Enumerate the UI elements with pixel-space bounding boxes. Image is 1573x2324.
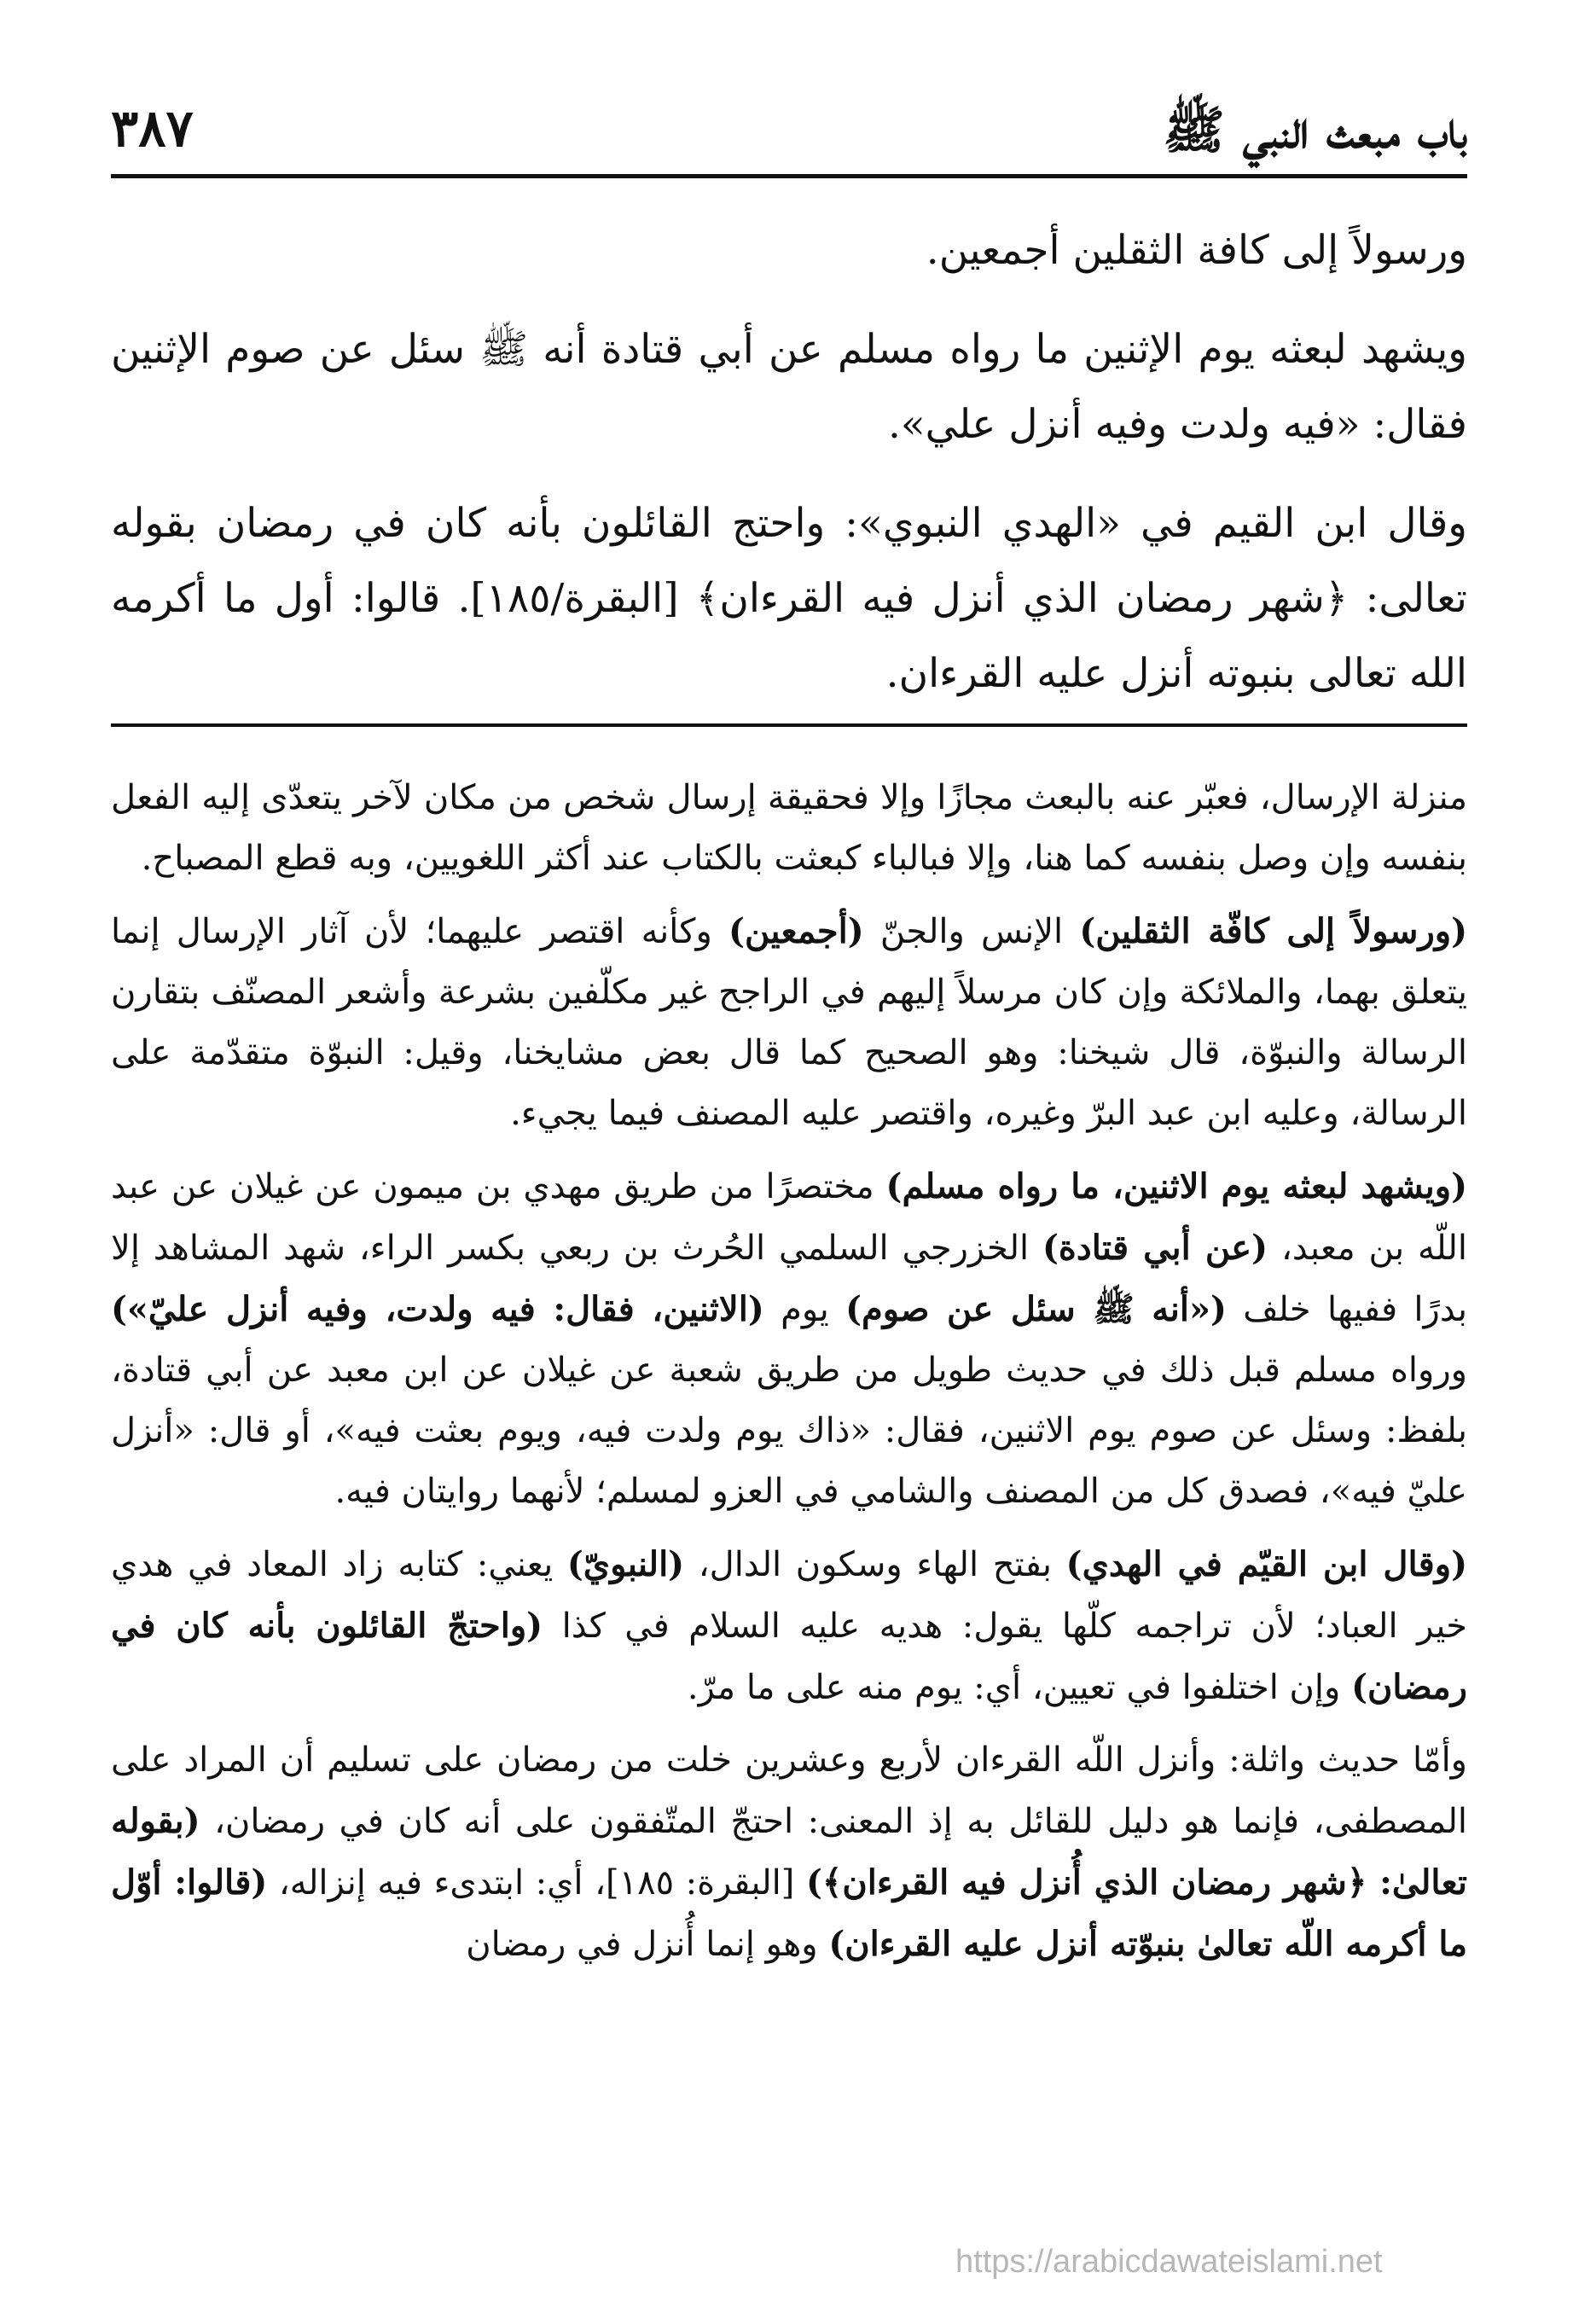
- commentary-text: وكأنه اقتصر عليهما؛ لأن آثار الإرسال إنما يتعلق بهما، والملائكة وإن كان مرسلاً إليهم في الراجح غير مكلّفين بشرعة وأشعر المصنّف بتقارن الرسالة والنبوّة، قال شيخنا: وهو الصحيح كما قال بعض مشايخنا، وقيل: النبوّة متقدّمة على الرسالة، وعليه ابن عبد البرّ وغيره، واقتصر عليه المصنف فيما يجيء.: [111, 912, 1467, 1133]
- quoted-matn: (ورسولاً إلى كافّة الثقلين): [1079, 911, 1468, 951]
- quoted-matn: (وقال ابن القيّم في الهدي): [1065, 1544, 1467, 1584]
- main-paragraph-2: ويشهد لبعثه يوم الإثنين ما رواه مسلم عن أبي قتادة أنه ﷺ سئل عن صوم الإثنين فقال: «فيه ولدت وفيه أنزل علي».: [111, 326, 1467, 448]
- commentary: [111, 768, 1467, 1987]
- watermark-url: https://arabicdawateislami.net: [955, 2244, 1383, 2280]
- commentary-text: منزلة الإرسال، فعبّر عنه بالبعث مجازًا وإلا فحقيقة إرسال شخص من مكان لآخر يتعدّى إليه الفعل بنفسه وإن وصل بنفسه كما هنا، وإلا فبالباء كبعثت بالكتاب عند أكثر اللغويين، وبه قطع المصباح.: [111, 778, 1467, 878]
- quoted-matn: («أنه ﷺ سئل عن صوم): [845, 1289, 1227, 1329]
- quoted-matn: (النبويّ): [566, 1544, 685, 1584]
- commentary-text: يعني: كتابه زاد المعاد في هدي خير العباد؛ لأن تراجمه كلّها يقول: هديه عليه السلام في كذا: [111, 1545, 1467, 1646]
- commentary-text: [البقرة: ١٨٥]، أي: ابتدىء فيه إنزاله،: [267, 1863, 806, 1903]
- commentary-paragraph-1: [111, 768, 1467, 889]
- running-title: باب مبعث النبي ﷺ: [1163, 101, 1467, 160]
- commentary-text: وهو إنما أُنزل في رمضان: [466, 1925, 829, 1964]
- commentary-text: مختصرًا من طريق مهدي بن ميمون عن غيلان عن عبد اللّه بن معبد،: [111, 1167, 1467, 1268]
- commentary-text: وإن اختلفوا في تعيين، أي: يوم منه على ما مرّ.: [687, 1668, 1352, 1707]
- page-header: [111, 94, 1467, 171]
- header-rule: [111, 174, 1467, 178]
- quoted-matn: (واحتجّ القائلون بأنه كان في رمضان): [111, 1606, 1467, 1707]
- commentary-text: ورواه مسلم قبل ذلك في حديث طويل من طريق شعبة عن غيلان عن ابن معبد عن أبي قتادة، بلفظ: وسئل عن صوم يوم الاثنين، فقال: «ذاك يوم ولدت فيه، ويوم بعثت فيه»، أو قال: «أنزل عليّ فيه»، فصدق كل من المصنف والشامي في العزو لمسلم؛ لأنهما روايتان فيه.: [111, 1351, 1467, 1511]
- quoted-matn: (ويشهد لبعثه يوم الاثنين، ما رواه مسلم): [885, 1166, 1467, 1206]
- commentary-text: بفتح الهاء وسكون الدال،: [684, 1545, 1066, 1584]
- commentary-text: يوم: [763, 1290, 846, 1329]
- main-paragraph-1: ورسولاً إلى كافة الثقلين أجمعين.: [926, 227, 1467, 274]
- quoted-matn: (قالوا: أوّل ما أكرمه اللّه تعالىٰ بنبوّته أنزل عليه القرءان): [111, 1862, 1467, 1964]
- commentary-text: وأمّا حديث واثلة: وأنزل اللّه القرءان لأربع وعشرين خلت من رمضان على تسليم أن المراد على المصطفى، فإنما هو دليل للقائل به إذ المعنى: احتجّ المتّفقون على أنه كان في رمضان،: [111, 1740, 1467, 1841]
- commentary-paragraph-3: [111, 1156, 1467, 1522]
- footnote-separator: [111, 723, 1467, 727]
- commentary-text: الخزرجي السلمي الحُرث بن ربعي بكسر الراء، شهد المشاهد إلا بدرًا ففيها خلف: [111, 1229, 1467, 1329]
- quoted-matn: (عن أبي قتادة): [1042, 1228, 1268, 1268]
- quoted-matn: (الاثنين، فقال: فيه ولدت، وفيه أنزل عليّ»): [111, 1289, 764, 1329]
- quoted-matn: (بقوله تعالىٰ: ﴿شهر رمضان الذي أُنزل فيه القرءان﴾): [111, 1801, 1467, 1903]
- main-paragraph-3: وقال ابن القيم في «الهدي النبوي»: واحتج القائلون بأنه كان في رمضان بقوله تعالى: ﴿شهر رمضان الذي أنزل فيه القرءان﴾ [البقرة/١٨٥]. قالوا: أول ما أكرمه الله تعالى بنبوته أنزل عليه القرءان.: [111, 500, 1467, 697]
- main-text: [111, 213, 1467, 735]
- commentary-paragraph-2: [111, 901, 1467, 1144]
- quoted-matn: (أجمعين): [728, 911, 864, 951]
- commentary-text: الإنس والجنّ: [863, 912, 1080, 951]
- commentary-paragraph-5: [111, 1730, 1467, 1975]
- page-number: ٣٨٧: [111, 99, 194, 159]
- commentary-paragraph-4: [111, 1534, 1467, 1718]
